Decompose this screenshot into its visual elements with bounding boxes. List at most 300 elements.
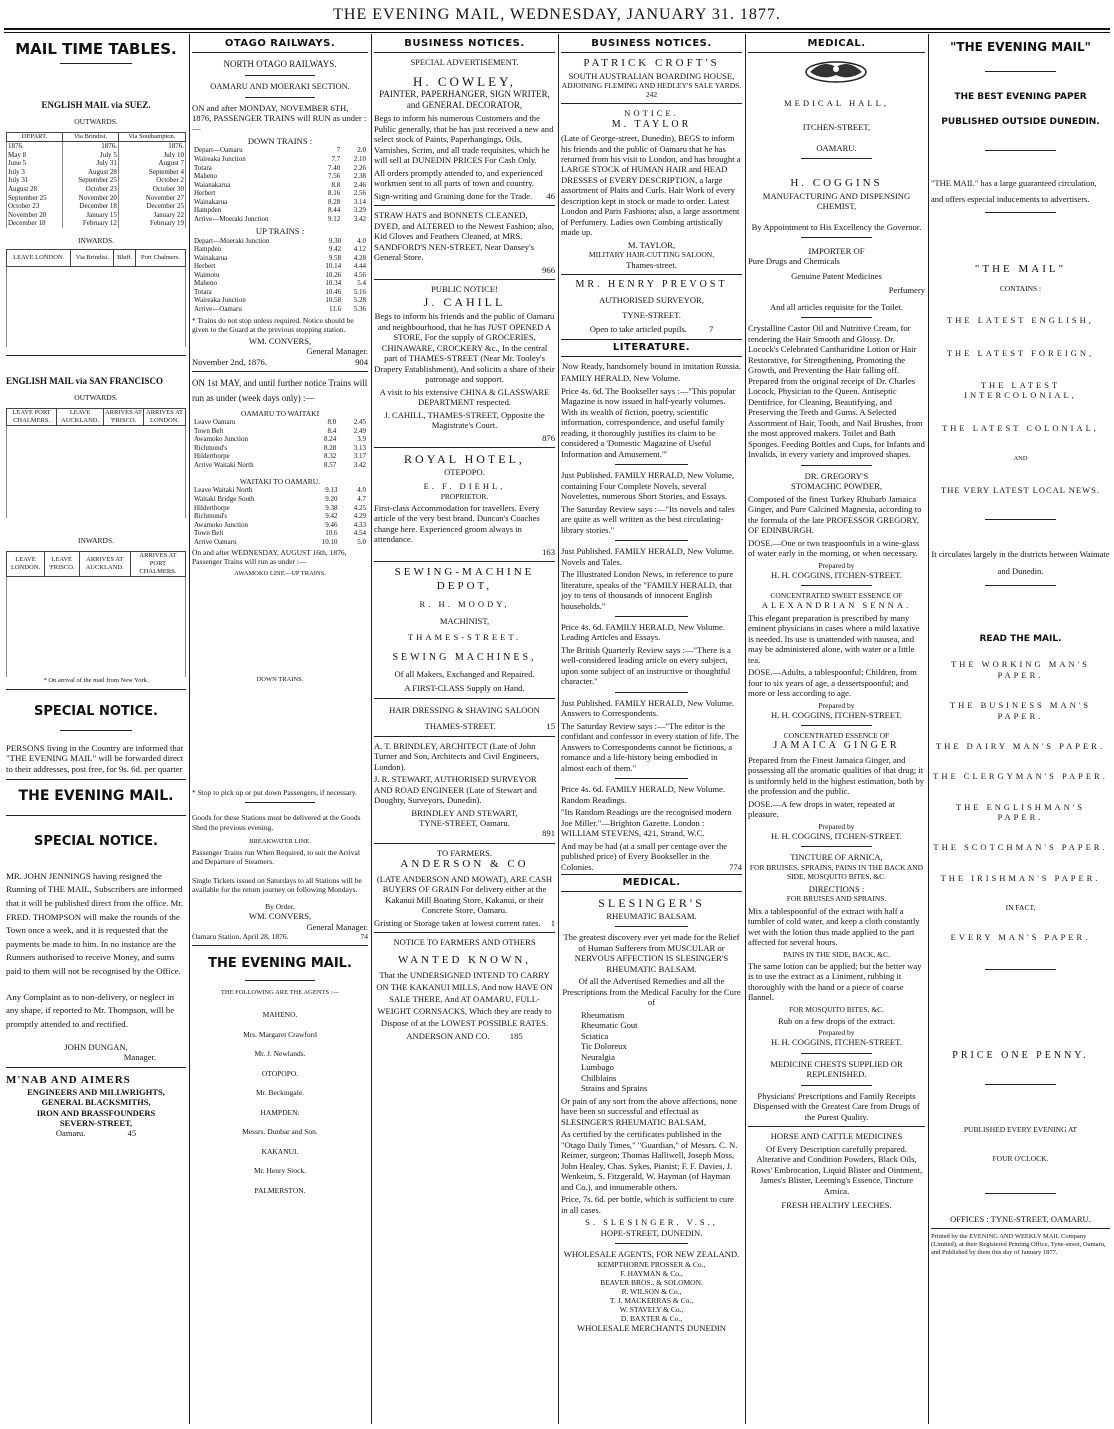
cahill-text: A visit to his extensive CHINA & GLASSWARE DEPARTMENT respected.: [379, 386, 550, 408]
table-cell: 8.24: [323, 435, 337, 444]
directions-text: The same lotion can be applied; but the better way is to use the extract as a Liniment, rubbing it thoroughly with the hand or a piece of coarse flannel.: [748, 960, 922, 1003]
timetable-row: [192, 172, 368, 181]
table-cell: July 5: [62, 151, 118, 160]
best-paper-2: PUBLISHED OUTSIDE DUNEDIN.: [941, 116, 1100, 127]
table-cell: December 18: [62, 202, 118, 211]
ad-number: 966: [542, 264, 555, 275]
prepared-by-name: H. H. COGGINS, ITCHEN-STREET.: [771, 830, 902, 841]
list-item: PALMERSTON.: [254, 1185, 306, 1195]
table-row: [7, 168, 186, 177]
divider: [801, 1053, 872, 1054]
cahill-name: J. CAHILL: [423, 294, 506, 309]
timetable-row: [192, 181, 368, 190]
list-item: W. STAVELY & Co.,: [619, 1305, 684, 1315]
table-cell: August 28: [7, 185, 63, 194]
table-cell: February 19: [118, 219, 185, 228]
importer-line: Perfumery: [888, 285, 925, 296]
divider: [985, 519, 1057, 520]
cowley-trades: PAINTER, PAPERHANGER, SIGN WRITER, and GENERAL DECORATOR,: [379, 89, 550, 111]
ad-number: 891: [542, 828, 555, 839]
list-item: Tic Doloreux: [581, 1041, 627, 1052]
notice-title: NOTICE.: [624, 108, 679, 119]
timetable-row: [192, 495, 368, 504]
dateline: Oamaru Station, April 28, 1876. 74: [192, 932, 368, 942]
table-cell: Richmond's: [194, 512, 228, 521]
hair-saloon-street: THAMES-STREET. 15: [424, 721, 555, 732]
timetable-row: [192, 504, 368, 513]
divider: [192, 371, 368, 372]
family-herald-ad: Just Published. FAMILY HERALD, New Volume, containing Four Complete Novels, several Novelettes, numerous Short Stories, and Essays.: [561, 470, 735, 502]
divider: [6, 689, 186, 690]
best-paper: THE BEST EVENING PAPER: [954, 91, 1087, 102]
special-advertisement: SPECIAL ADVERTISEMENT.: [410, 57, 519, 68]
wholesale-footer: WHOLESALE MERCHANTS DUNEDIN: [577, 1323, 726, 1334]
slesinger-text: Of all the Advertised Remedies and all the Prescriptions from the Medical Faculty for the Cure of: [562, 976, 741, 1008]
divider: [801, 846, 872, 847]
table-cell: 8.16: [327, 189, 341, 198]
list-item: Strains and Sprains: [581, 1083, 648, 1094]
up-trains-table: [192, 237, 368, 314]
prevost-line: TYNE-STREET.: [622, 309, 681, 320]
divider: [801, 1085, 872, 1086]
waitaki-table: [192, 418, 368, 469]
evening-mail-agents-title: THE EVENING MAIL.: [208, 956, 352, 972]
table-cell: 2.49: [353, 426, 366, 435]
suez-inwards-table: LEAVE LONDON. Via Brindisi. Bluff. Port Chalmers.: [6, 249, 186, 347]
divider: [801, 158, 872, 159]
timetable-row: [192, 529, 368, 538]
table-cell: August 28: [62, 168, 118, 177]
mail-tables-title: MAIL TIME TABLES.: [15, 40, 177, 58]
divider: [245, 980, 315, 981]
horse-cattle-text: Of Every Description carefully prepared. Alterative and Condition Powders, Black Oils, Rows' Embrocation, Liquid Blister and Ointment, James's Blister, Leeming's Essence, Tincture Arnica.: [750, 1143, 923, 1196]
wanted-known-title: WANTED KNOWN,: [397, 953, 532, 966]
timetable-row: [192, 305, 368, 314]
timetable-row: [192, 155, 368, 164]
timetable-row: [192, 418, 368, 427]
table-cell: October 23: [62, 185, 118, 194]
family-herald-ad: FAMILY HERALD, New Volume.: [561, 373, 681, 384]
table-cell: Herbert: [194, 189, 216, 198]
table-cell: 8.8: [331, 180, 341, 189]
table-cell: 9.42: [328, 245, 342, 254]
family-herald-text: The Illustrated London News, in reference to pure literature, speaks of the "FAMILY HERALD, that joy to tens of thousands of innocent English households.": [561, 569, 734, 611]
table-row: [7, 159, 186, 168]
divider: [245, 802, 315, 803]
timetable-row: [192, 486, 368, 495]
timetable-row: [192, 461, 368, 470]
table-cell: January 22: [118, 211, 185, 220]
paper-slogan: THE DAIRY MAN'S PAPER.: [936, 740, 1105, 751]
column-header: BUSINESS NOTICES.: [374, 36, 555, 53]
timetable-row: [192, 452, 368, 461]
table-cell: September 4: [118, 168, 185, 177]
list-item: Mr. J. Newlands.: [254, 1049, 306, 1059]
divider: [801, 465, 872, 466]
table-cell: Arrive—Moeraki Junction: [194, 214, 269, 223]
brindley-stewart-address: TYNE-STREET, Oamaru.: [419, 817, 510, 828]
prevost-name: MR. HENRY PREVOST: [575, 278, 728, 290]
timetable-row: [192, 521, 368, 530]
divider: [615, 616, 687, 617]
literature-header: LITERATURE.: [561, 339, 742, 357]
suez-title: ENGLISH MAIL via SUEZ.: [41, 100, 151, 111]
list-item: Sciatica: [581, 1030, 609, 1041]
table-cell: May 8: [7, 151, 63, 160]
table-cell: Waimotu: [194, 270, 220, 279]
sewing-owner: R. H. MOODY,: [419, 599, 510, 610]
list-item: Chilblains: [581, 1072, 617, 1083]
up-trains-label: UP TRAINS :: [255, 226, 305, 237]
slesinger-text: As certified by the certificates published in the "Otago Daily Times," "Guardian," of Messrs. C. N. Reimer, surgeon; Thomas Halliwell, Joseph Moss, John Healey, Chas. Sykes, Pianist; F. F. Davies, J. Wenkeim, S. Fitzgerald, W. Hayman (of Hayman and Co.), and innumerable others.: [561, 1129, 738, 1192]
patrick-croft-line: SOUTH AUSTRALIAN BOARDING HOUSE,: [568, 70, 735, 81]
slesinger-title: SLESINGER'S: [598, 896, 705, 911]
table-cell: Arrive Oamaru: [194, 537, 237, 546]
breakwater-label: BREAKWATER LINE.: [249, 837, 311, 845]
slesinger-text: The greatest discovery ever yet made for the Relief of Human Sufferers from MUSCULAR or NERVOUS AFFECTION IS SLESINGER'S RHEUMATIC BALSAM.: [563, 932, 740, 974]
table-cell: 8.0: [327, 418, 337, 427]
table-row: [7, 142, 186, 151]
table-cell: 10.58: [325, 296, 342, 305]
list-item: R. WILSON & Co.,: [621, 1286, 682, 1296]
medical-hall-street: ITCHEN-STREET,: [802, 122, 871, 133]
prepared-by: Prepared by: [818, 821, 855, 831]
column-evening-mail-ad: [931, 36, 1110, 1421]
complaint-notice: Any Complaint as to non-delivery, or neglect in any shape, if reported to Mr. Thompson, will be promptly attended to and rectified.: [6, 991, 175, 1029]
list-item: Mrs. Margaret Crawford: [243, 1029, 317, 1039]
coggins-name: H. COGGINS: [790, 177, 883, 190]
timetable-row: [192, 262, 368, 271]
ad-number: 876: [542, 432, 555, 443]
august-notice: On and after WEDNESDAY, AUGUST 16th, 1876, Passenger Trains will run as under :—: [192, 548, 347, 567]
list-item: Rheumatic Gout: [581, 1020, 638, 1031]
circulation-text: "THE MAIL" has a large guaranteed circulation, and offers especial inducements to advertisers.: [931, 177, 1097, 204]
taylor-name: M. TAYLOR: [611, 118, 692, 130]
table-cell: 9.58: [328, 253, 342, 262]
north-otago-title: NORTH OTAGO RAILWAYS.: [223, 59, 337, 70]
divider: [374, 561, 555, 562]
to-farmers-title: TO FARMERS.: [436, 847, 493, 858]
medical-header: MEDICAL.: [561, 874, 742, 892]
mcnab-line: IRON AND BRASSFOUNDERS: [36, 1107, 156, 1118]
sf-title: ENGLISH MAIL via SAN FRANCISCO: [6, 375, 164, 386]
signature-title: General Manager.: [306, 346, 368, 357]
table-cell: 4.44: [353, 262, 366, 271]
special-notice-heading: SPECIAL NOTICE.: [33, 703, 158, 719]
table-cell: 2.26: [353, 163, 366, 172]
column-business-notices-1: [374, 36, 555, 1421]
table-cell: Hilderthorpe: [194, 503, 230, 512]
arnica-sub: FOR BRUISES, SPRAINS, PAINS IN THE BACK AND SIDE, MOSQUITO BITES, &C.: [749, 862, 924, 881]
divider: [6, 1067, 186, 1068]
royal-hotel-owner: E. F. DIEHL,: [423, 481, 506, 492]
oamaru-to-waitaki: OAMARU TO WAITAKI: [240, 409, 320, 419]
prescriptions-note: Physicians' Prescriptions and Family Receipts Dispensed with the Greatest Care from Drugs of the Purest Quality.: [753, 1090, 920, 1122]
evening-mail-title: "THE EVENING MAIL": [950, 40, 1091, 54]
table-row: [7, 185, 186, 194]
table-cell: July 31: [62, 159, 118, 168]
section-title: OAMARU AND MOERAKI SECTION.: [210, 81, 350, 92]
table-cell: Awamoko Junction: [194, 520, 248, 529]
table-cell: 8.57: [323, 460, 337, 469]
table-cell: 5.36: [353, 304, 366, 313]
column-divider: [745, 34, 746, 1424]
table-cell: 4.12: [353, 245, 366, 254]
column-divider: [371, 34, 372, 1424]
table-cell: 10.26: [325, 270, 342, 279]
table-cell: 3.42: [353, 214, 366, 223]
list-item: T. J. MACKERRAS & Co.,: [609, 1296, 694, 1306]
table-cell: 9.12: [327, 214, 341, 223]
contains-item: THE LATEST FOREIGN,: [946, 347, 1095, 358]
table-row: [7, 194, 186, 203]
cowley-text: Sign-writing and Graining done for the Trade. 46: [374, 190, 555, 201]
table-cell: 2.10: [353, 154, 366, 163]
signature: WM. CONVERS,: [248, 911, 312, 922]
ailments-list: [561, 1010, 742, 1094]
table-cell: Totara: [194, 163, 212, 172]
contains-item: THE LATEST ENGLISH,: [947, 315, 1094, 326]
table-cell: 5.0: [357, 537, 366, 546]
intro-text: ON and after MONDAY, NOVEMBER 6TH, 1876, PASSENGER TRAINS will RUN as under :—: [192, 102, 367, 134]
table-cell: 11.6: [329, 304, 342, 313]
table-cell: Leave Waitaki North: [194, 486, 253, 495]
wholesale-title: WHOLESALE AGENTS, FOR NEW ZEALAND.: [563, 1249, 740, 1260]
may-notice: ON 1st MAY, and until further notice Trains will run as under (week days only) :—: [192, 378, 368, 403]
table-row: [7, 176, 186, 185]
sf-footnote: * On arrival of the mail from New York.: [43, 676, 149, 684]
read-the-mail: READ THE MAIL.: [979, 634, 1062, 645]
paper-slogan: THE SCOTCHMAN'S PAPER.: [933, 842, 1108, 853]
list-item: BEAVER BROS., & SOLOMON.: [600, 1277, 703, 1287]
table-cell: Wainakarua: [194, 197, 228, 206]
notice-to-farmers: NOTICE TO FARMERS AND OTHERS: [393, 937, 536, 948]
table-cell: 8.28: [327, 197, 341, 206]
family-herald-text: The Saturday Review says :—"The editor is the confidant and confessor in every station of life. The Answers to Correspondents cannot be fictitious, a romance and a life-history being embodied in almost each of them.": [561, 720, 739, 773]
table-cell: 4.7: [357, 495, 366, 504]
outwards-label: OUTWARDS.: [74, 117, 118, 127]
table-cell: July 3: [7, 168, 63, 177]
list-item: KEMPTHORNE PROSSER & Co.,: [597, 1259, 706, 1269]
coggins-line: By Appointment to His Excellency the Governor.: [751, 221, 922, 232]
table-cell: Hampden: [194, 245, 222, 254]
divider: [801, 725, 872, 726]
list-item: Messrs. Dunbar and Son.: [242, 1127, 318, 1137]
column-divider: [928, 34, 929, 1424]
wanted-known-sig: ANDERSON AND CO. 185: [406, 1031, 523, 1042]
by-order: By Order,: [265, 902, 295, 912]
signature-title: General Manager.: [306, 921, 368, 932]
directions-head: PAINS IN THE SIDE, BACK, &C.: [783, 949, 890, 959]
list-item: Rheumatism: [581, 1009, 625, 1020]
paper-slogan: THE BUSINESS MAN'S PAPER.: [949, 700, 1092, 721]
timetable-row: [192, 189, 368, 198]
waitaki-to-oamaru: WAITAKI TO OAMARU.: [239, 477, 321, 487]
table-cell: 3.17: [353, 452, 366, 461]
list-item: Lumbago: [581, 1062, 614, 1073]
literature-intro: Now Ready, handsomely bound in imitation Russia.: [562, 360, 741, 371]
brindley-notice: A. T. BRINDLEY, ARCHITECT (Late of John Turner and Son, Architects and Civil Engineers, London).: [374, 740, 539, 772]
inwards-label-sf: INWARDS.: [77, 535, 115, 545]
awamoko-up-timetable: [192, 578, 368, 676]
timetable-row: [192, 215, 368, 224]
cahill-text: J. CAHILL, THAMES-STREET, Opposite the Magistrate's Court.: [384, 409, 545, 431]
anderson-text: Gristing or Storage taken at lowest current rates. 1: [374, 917, 555, 928]
table-cell: 8.32: [323, 452, 337, 461]
agents-list: [192, 1005, 368, 1200]
table-cell: Leave Oamaru: [194, 418, 236, 427]
paper-slogan: THE CLERGYMAN'S PAPER.: [933, 771, 1108, 782]
ad-number: 163: [542, 546, 555, 557]
evening-mail-heading: THE EVENING MAIL.: [18, 787, 174, 804]
suez-outwards-table: DEPART. Via Brindisi. Via Southampton. 1876. 1876. 1876. May 8 July 5 July 10 June 5 July 31 August 7 July 3 August 28 September 4 July 31 September 25 October 2 August 28 October 23 October 30 September 25 November 20 November 27 October 23 December 18 December 25 November 20 January 15 January 22 December 18 February 12 February 19: [8, 133, 184, 228]
list-item: KAKANUI.: [261, 1146, 299, 1156]
table-cell: Herbert: [194, 262, 216, 271]
table-cell: August 7: [118, 159, 185, 168]
timetable-row: [192, 164, 368, 173]
list-item: OTOPOPO.: [261, 1068, 299, 1078]
mcnab-line: SEVERN-STREET,: [59, 1118, 133, 1128]
family-herald-text: The Saturday Review says :—"Its novels and tales are quite as well written as the best circulating-library stories.": [561, 503, 735, 535]
column-mail-time-tables: [6, 36, 186, 1421]
table-cell: Maheno: [194, 279, 217, 288]
masthead: THE EVENING MAIL, WEDNESDAY, JANUARY 31. 1877.: [333, 6, 781, 23]
divider: [374, 205, 555, 206]
divider: [801, 237, 872, 238]
table-cell: 7.7: [331, 154, 341, 163]
divider: [245, 75, 315, 76]
gregory-subtitle: STOMACHIC POWDER,: [790, 481, 883, 492]
divider: [60, 730, 132, 731]
timetable-row: [192, 427, 368, 436]
contains-item: THE LATEST INTERCOLONIAL,: [964, 380, 1077, 401]
mcnab-line: Oamaru. 45: [55, 1128, 137, 1139]
column-otago-railways: [192, 36, 368, 1421]
top-rule: [4, 28, 1110, 33]
wholesale-agents: [561, 1260, 742, 1324]
table-cell: Awamoko Junction: [194, 435, 248, 444]
patrick-croft-line: ADJOINING FLEMING AND HEDLEY'S SALE YARDS. 242: [561, 81, 742, 100]
table-cell: November 27: [118, 194, 185, 203]
list-item: Neuralgia: [581, 1051, 615, 1062]
divider: [6, 779, 186, 780]
leeches-line: FRESH HEALTHY LEECHES.: [781, 1200, 892, 1211]
sewing-line: Of all Makers, Exchanged and Repaired.: [394, 668, 535, 679]
prevost-line: Open to take articled pupils. 7: [589, 324, 714, 335]
paper-slogan: THE IRISHMAN'S PAPER.: [940, 872, 1101, 883]
royal-hotel-place: OTEPOPO.: [444, 466, 485, 477]
divider: [985, 1084, 1057, 1085]
mcnab-title: M'NAB AND AIMERS: [6, 1073, 131, 1086]
table-cell: 9.46: [325, 520, 338, 529]
special-notice-heading-2: SPECIAL NOTICE.: [33, 833, 158, 849]
list-item: HAMPDEN:: [260, 1107, 300, 1117]
mcnab-line: GENERAL BLACKSMITHS,: [41, 1097, 151, 1108]
taylor-sig: M. TAYLOR,: [627, 239, 676, 250]
gregory-text: Composed of the finest Turkey Rhubarb Jamaica Ginger, and Pure Calcined Magnesia, according to the formula of the late PROFESSOR GREGORY, OF EDINBURGH.: [748, 493, 922, 536]
trains-note: * Trains do not stop unless required. Notice should be given to the Guard at the previous stopping station.: [192, 315, 354, 334]
sewing-line: THAMES-STREET.: [407, 631, 522, 642]
table-cell: 1876.: [118, 142, 185, 151]
table-cell: 4.0: [357, 236, 366, 245]
medicine-chests: MEDICINE CHESTS SUPPLIED OR REPLENISHED.: [770, 1058, 903, 1080]
paper-slogan: THE WORKING MAN'S PAPER.: [951, 659, 1090, 680]
published-line: PUBLISHED EVERY EVENING AT: [963, 1124, 1078, 1134]
coggins-line: MANUFACTURING AND DISPENSING CHEMIST,: [762, 190, 911, 212]
hair-saloon-title: HAIR DRESSING & SHAVING SALOON: [389, 704, 540, 715]
patrick-croft-title: PATRICK CROFT'S: [583, 57, 720, 70]
column-divider: [189, 34, 190, 1424]
divider: [985, 969, 1057, 970]
table-cell: October 2: [118, 176, 185, 185]
dateline: November 2nd, 1876. 904: [192, 356, 368, 367]
arnica-title: TINCTURE OF ARNICA,: [790, 852, 883, 863]
table-cell: Hampden: [194, 206, 222, 215]
table-cell: September 25: [62, 176, 118, 185]
royal-hotel-title: ROYAL HOTEL,: [404, 452, 525, 467]
divider: [615, 692, 687, 693]
divider: [615, 464, 687, 465]
goods-note: Goods for these Stations must be delivered at the Goods Shed the previous evening.: [192, 813, 361, 832]
divider: [985, 585, 1057, 586]
royal-crest-icon: [748, 57, 925, 87]
gregory-dose: DOSE.—One or two teaspoonfuls in a wine-glass of water early in the morning, or when necessary.: [748, 537, 920, 559]
special-notice-text: PERSONS living in the Country are informed that "THE EVENING MAIL" will be forwarded direct to their addresses, post free, for 9s. 6d. per quarter: [6, 742, 184, 775]
royal-hotel-proprietor: PROPRIETOR.: [440, 491, 489, 501]
timetable-row: [192, 512, 368, 521]
down-trains-table: [192, 146, 368, 223]
list-item: Mr. Henry Stock.: [253, 1166, 307, 1176]
table-cell: 10.34: [325, 279, 342, 288]
table-cell: 8.4: [327, 426, 337, 435]
table-cell: 5.16: [353, 287, 366, 296]
medical-hall-town: OAMARU.: [816, 142, 857, 153]
timetable-row: [192, 288, 368, 297]
prevost-line: AUTHORISED SURVEYOR,: [599, 295, 704, 306]
senna-pre: CONCENTRATED SWEET ESSENCE OF: [770, 591, 903, 601]
slesinger-text: Price, 7s. 6d. per bottle, which is sufficient to cure in all cases.: [561, 1194, 734, 1215]
table-row: [7, 151, 186, 160]
column-header: OTAGO RAILWAYS.: [192, 36, 368, 53]
table-cell: Town Belt: [194, 426, 224, 435]
divider: [985, 1193, 1057, 1194]
family-herald-text: "Its Random Readings are the recognised modern Joe Miller."—Brighton Gazette. London : WILLIAM STEVENS, 421, Strand, W.C.: [561, 807, 732, 839]
table-cell: 8.44: [327, 206, 341, 215]
senna-title: ALEXANDRIAN SENNA.: [761, 600, 912, 611]
inwards-label: INWARDS.: [77, 235, 115, 245]
table-cell: 3.29: [353, 206, 366, 215]
table-cell: Depart—Moeraki Junction: [194, 236, 270, 245]
and-label: AND: [1013, 455, 1028, 463]
printer-imprint: Printed by the EVENING AND WEEKLY MAIL Company (Limited), at their Registered Printing Office, Tyne-street, Oamaru, and Published by them this day of January 1877.: [931, 1233, 1106, 1257]
table-cell: July 10: [118, 151, 185, 160]
cowley-text: All orders promptly attended to, and experienced workmen sent to all parts of town and country.: [374, 167, 543, 189]
contains-label: CONTAINS :: [999, 284, 1042, 294]
table-cell: 2.38: [353, 172, 366, 181]
table-cell: 8.28: [323, 443, 337, 452]
table-cell: January 15: [62, 211, 118, 220]
family-herald-ad: Price 4s. 6d. FAMILY HERALD, New Volume. Random Readings.: [561, 784, 726, 805]
table-cell: 9.20: [325, 495, 338, 504]
waitaki-back-table: [192, 486, 368, 546]
cowley-name: H. COWLEY,: [412, 73, 517, 89]
straw-hats-notice: STRAW HATS and BONNETS CLEANED, DYED, and ALTERED to the Newest Fashion; also, Kid Gloves and Feathers Cleaned, at MRS. SANDFORD'S NEN-STREET, Near Dansey's General Store.: [374, 210, 554, 263]
coggins-items: Crystalline Castor Oil and Nutritive Cream, for rendering the Hair Smooth and Glossy. Dr. Locock's Celebrated Cantharidine Lotion or Hair Restorative, for Strengthening, Promoting the Growth, and Preventing the Hair falling off. Prepared from the original receipt of Dr. Charles Locock, Physician to the Queen. Antiseptic Dentifrice, for Cleaning, Beautifying, and Preserving the Teeth and Gums. A Selected Assortment of Hair, Tooth, and Nail Brushes, from the most approved makers. Toilet and Bath Sponges. Feeding Bottles and Cups, for Infants and Invalids, in every variety and improved shapes.: [748, 323, 925, 460]
table-cell: 2.0: [357, 146, 366, 155]
table-cell: Richmond's: [194, 443, 228, 452]
directions-head: FOR MOSQUITO BITES, &C.: [788, 1004, 885, 1014]
brindley-stewart: BRINDLEY AND STEWART,: [411, 807, 518, 818]
